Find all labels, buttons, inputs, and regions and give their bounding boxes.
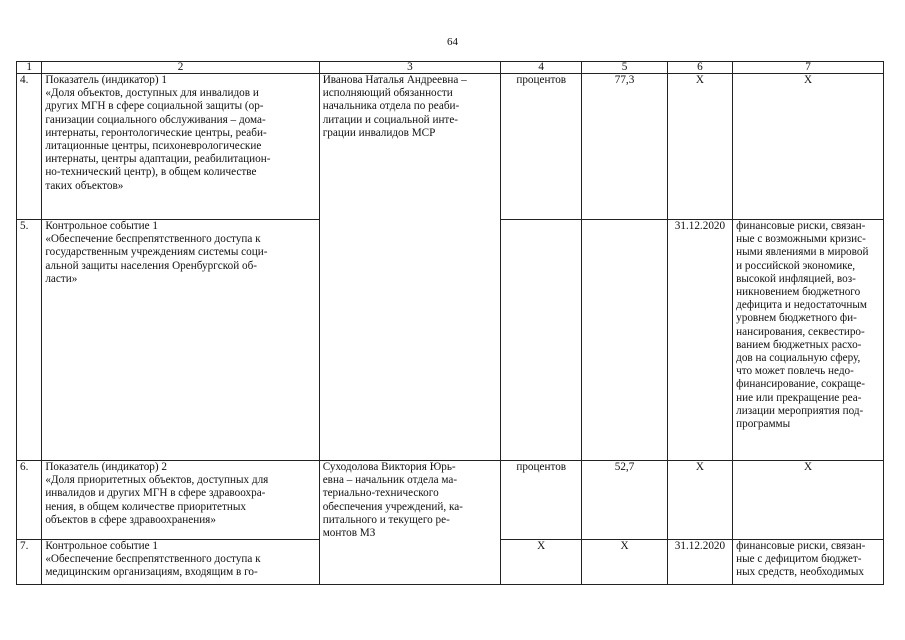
text-line: обеспечения учреждений, ка- [322, 500, 463, 513]
text-line: ние или прекращение реа- [736, 391, 862, 404]
col-header-6: 6 [667, 62, 732, 74]
text-line: териально-технического [322, 487, 439, 500]
text-line: исполняющий обязанности [322, 87, 453, 100]
text-line: «Доля объектов, доступных для инвалидов и [45, 87, 259, 100]
text-line: лизации мероприятия под- [736, 404, 864, 417]
unit [501, 220, 582, 461]
text-line: уровнем бюджетного фи- [736, 312, 857, 325]
page-number: 64 [447, 36, 458, 48]
text-line: питального и текущего ре- [322, 513, 450, 526]
text-line: государственным учреждениям системы соци- [45, 246, 268, 259]
text-line: объектов в сфере здравоохранения» [45, 513, 216, 526]
text-line: интернаты, геронтологические центры, реаби- [45, 126, 267, 139]
date: 31.12.2020 [667, 220, 732, 461]
text-line: «Обеспечение беспрепятственного доступа к [45, 553, 261, 566]
risks: X [733, 74, 884, 220]
events-table [16, 61, 884, 585]
risks [733, 220, 884, 461]
text-line: литационные центры, психоневрологические [45, 140, 262, 153]
value: X [582, 540, 667, 585]
text-line: Показатель (индикатор) 1 [45, 74, 168, 86]
text-line: медицинским организациям, входящим в го- [45, 566, 258, 579]
text-line: дов на социальную сферу, [736, 352, 861, 365]
indicator-description [42, 461, 319, 540]
text-line: ных средств, необходимых [736, 566, 864, 579]
value [582, 220, 667, 461]
risks [733, 540, 884, 585]
row-number: 5. [17, 220, 42, 461]
text-line: и российской экономике, [736, 259, 856, 272]
table-row [17, 74, 884, 220]
date: 31.12.2020 [667, 540, 732, 585]
text-line: монтов МЗ [322, 527, 376, 540]
col-header-3: 3 [319, 62, 500, 74]
text-line: интернаты, центры адаптации, реабилитацион- [45, 153, 271, 166]
row-number: 6. [17, 461, 42, 540]
col-header-5: 5 [582, 62, 667, 74]
text-line: Контрольное событие 1 [45, 220, 159, 232]
responsible-person [319, 461, 500, 585]
table-row [17, 461, 884, 540]
date: X [667, 74, 732, 220]
row-number: 4. [17, 74, 42, 220]
text-line: «Обеспечение беспрепятственного доступа к [45, 233, 261, 246]
event-description [42, 540, 319, 585]
value: 52,7 [582, 461, 667, 540]
text-line: что может повлечь недо- [736, 365, 854, 378]
text-line: альной защиты населения Оренбургской об- [45, 259, 257, 272]
text-line: ласти» [45, 272, 78, 285]
text-line: нения, в общем количестве приоритетных [45, 500, 246, 513]
text-line: Показатель (индикатор) 2 [45, 461, 168, 473]
header-row [17, 62, 884, 74]
text-line: нансирования, секвестиро- [736, 325, 865, 338]
text-line: Контрольное событие 1 [45, 540, 159, 552]
unit: процентов [501, 74, 582, 220]
text-line: ные с возможными кризис- [736, 233, 866, 246]
text-line: инвалидов и других МГН в сфере здравоохра- [45, 487, 266, 500]
col-header-7: 7 [733, 62, 884, 74]
value: 77,3 [582, 74, 667, 220]
text-line: евна – начальник отдела ма- [322, 474, 458, 487]
text-line: грации инвалидов МСР [322, 126, 436, 139]
unit: X [501, 540, 582, 585]
text-line: финансирование, сокраще- [736, 378, 865, 391]
responsible-person [319, 74, 500, 461]
text-line: литации и социальной инте- [322, 113, 459, 126]
text-line: программы [736, 418, 791, 431]
text-line: никновением бюджетного [736, 286, 861, 299]
text-line: финансовые риски, связан- [736, 220, 866, 232]
col-header-1: 1 [17, 62, 42, 74]
indicator-description [42, 74, 319, 220]
event-description [42, 220, 319, 461]
text-line: высокой инфляцией, воз- [736, 272, 856, 285]
text-line: дефицита и недостаточным [736, 299, 867, 312]
text-line: ные с дефицитом бюджет- [736, 553, 862, 566]
text-line: других МГН в сфере социальной защиты (ор- [45, 100, 264, 113]
row-number: 7. [17, 540, 42, 585]
text-line: Иванова Наталья Андреевна – [322, 74, 467, 86]
text-line: финансовые риски, связан- [736, 540, 866, 552]
text-line: начальника отдела по реаби- [322, 100, 460, 113]
unit: процентов [501, 461, 582, 540]
text-line: «Доля приоритетных объектов, доступных для [45, 474, 269, 487]
text-line: но-технический центр), в общем количестве [45, 166, 257, 179]
risks: X [733, 461, 884, 540]
text-line: ными явлениями в мировой [736, 246, 869, 259]
col-header-2: 2 [42, 62, 319, 74]
text-line: таких объектов» [45, 179, 124, 192]
text-line: ганизации социального обслуживания – дома- [45, 113, 266, 126]
col-header-4: 4 [501, 62, 582, 74]
text-line: ванием бюджетных расхо- [736, 338, 862, 351]
text-line: Суходолова Виктория Юрь- [322, 461, 456, 473]
date: X [667, 461, 732, 540]
